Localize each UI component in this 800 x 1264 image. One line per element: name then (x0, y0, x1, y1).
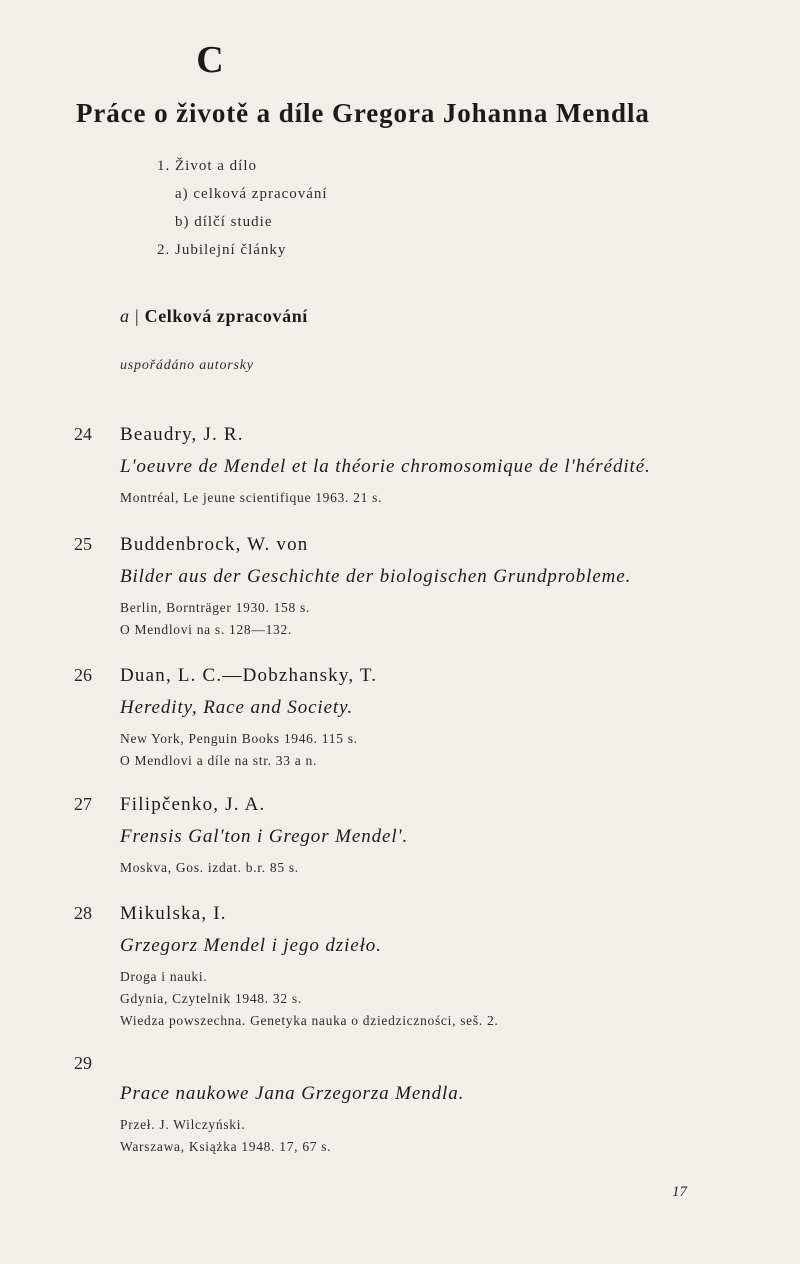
entry-detail: O Mendlovi na s. 128—132. (120, 622, 292, 637)
entry-number: 28 (74, 903, 92, 923)
table-of-contents (157, 152, 328, 264)
entry-body (120, 1083, 760, 1158)
subsection-separator: | (135, 306, 139, 326)
subsection-name: Celková zpracování (144, 306, 308, 326)
entry-detail: Droga i nauki. (120, 969, 208, 984)
entry-detail: Warszawa, Książka 1948. 17, 67 s. (120, 1139, 332, 1154)
entry-detail: O Mendlovi a díle na str. 33 a n. (120, 753, 318, 768)
page-number: 17 (672, 1184, 687, 1200)
entry-body (120, 534, 760, 641)
entry-body (120, 903, 760, 1032)
section-letter: C (196, 39, 224, 81)
entry-author: Buddenbrock, W. von (120, 534, 309, 555)
entry-number: 29 (74, 1053, 92, 1073)
page-title: Práce o životě a díle Gregora Johanna Mendla (76, 98, 650, 128)
toc-item-life-and-work: 1. Život a dílo (157, 158, 257, 174)
entry-title: Bilder aus der Geschichte der biologischen Grundprobleme. (120, 566, 632, 587)
entry-body (120, 665, 760, 772)
entry-author: Filipčenko, J. A. (120, 794, 266, 815)
entry-author: Duan, L. C.—Dobzhansky, T. (120, 665, 378, 686)
entry-title: Heredity, Race and Society. (120, 697, 354, 718)
toc-item-partial-studies: b) dílčí studie (175, 214, 273, 230)
entry-detail: Wiedza powszechna. Genetyka nauka o dziedziczności, seš. 2. (120, 1013, 499, 1028)
entry-title: Prace naukowe Jana Grzegorza Mendla. (120, 1083, 465, 1104)
ordering-note: uspořádáno autorsky (120, 358, 254, 373)
entry-detail: Berlin, Bornträger 1930. 158 s. (120, 600, 311, 615)
entry-title: Frensis Gal'ton i Gregor Mendel'. (120, 826, 409, 847)
entry-number: 27 (74, 794, 92, 814)
entry-number: 24 (74, 424, 92, 444)
entry-title: Grzegorz Mendel i jego dzieło. (120, 935, 382, 956)
entry-detail: New York, Penguin Books 1946. 115 s. (120, 731, 358, 746)
entry-detail: Gdynia, Czytelnik 1948. 32 s. (120, 991, 302, 1006)
subsection-letter: a (120, 306, 129, 326)
entry-detail: Montréal, Le jeune scientifique 1963. 21 s. (120, 490, 383, 505)
entry-title: L'oeuvre de Mendel et la théorie chromosomique de l'hérédité. (120, 456, 651, 477)
entry-number: 25 (74, 534, 92, 554)
entry-body (120, 424, 760, 509)
subsection-heading (120, 306, 308, 327)
entry-author: Beaudry, J. R. (120, 424, 244, 445)
toc-item-comprehensive: a) celková zpracování (175, 186, 328, 202)
entry-author: Mikulska, I. (120, 903, 227, 924)
entry-detail: Moskva, Gos. izdat. b.r. 85 s. (120, 860, 299, 875)
toc-item-jubilee-articles: 2. Jubilejní články (157, 242, 287, 258)
entry-detail: Przeł. J. Wilczyński. (120, 1117, 246, 1132)
entry-body (120, 794, 760, 879)
entry-number: 26 (74, 665, 92, 685)
